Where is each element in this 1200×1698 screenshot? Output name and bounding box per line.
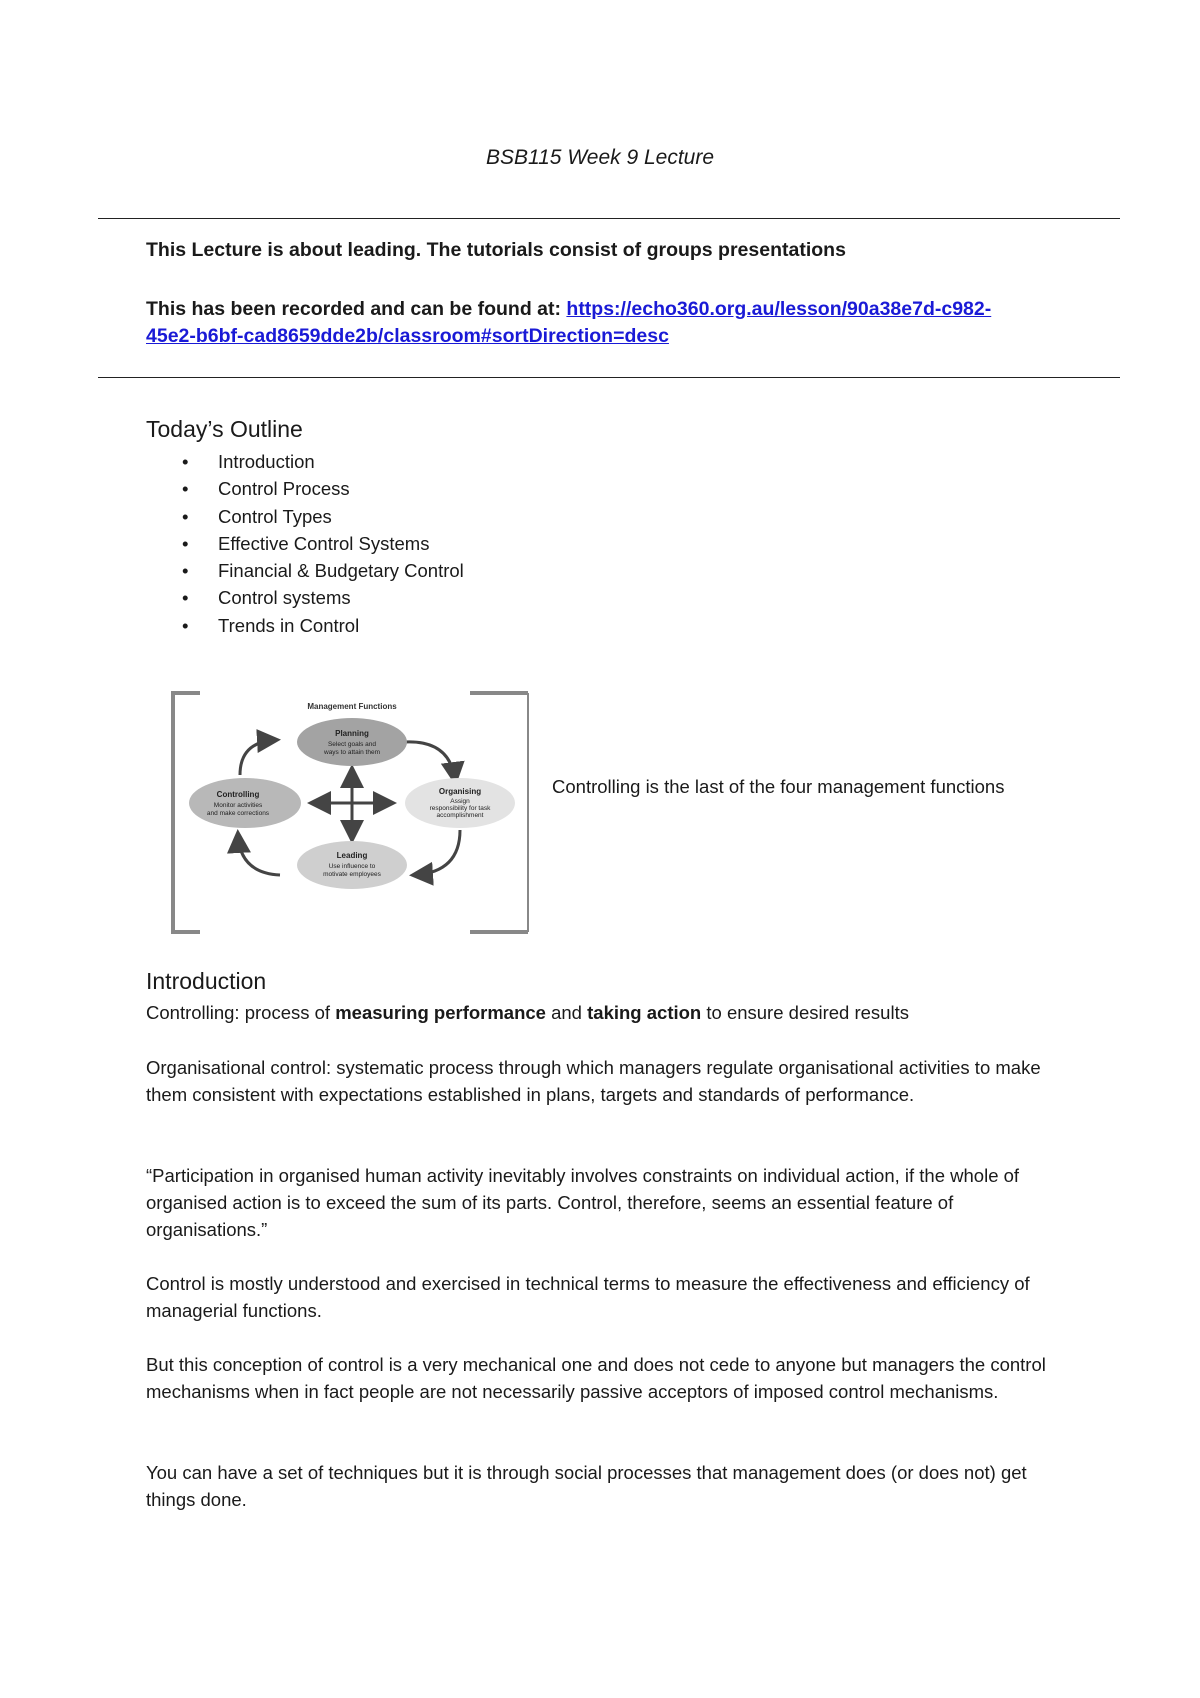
leading-label: Leading <box>336 851 368 860</box>
introduction-body <box>146 999 1076 1026</box>
bullet-icon: • <box>182 478 189 500</box>
bullet-icon: • <box>182 505 189 527</box>
mechanical-conception-paragraph: But this conception of control is a very mechanical one and does not cede to anyone but managers the control mechanisms when in fact people are not necessarily passive acceptors of imposed control mechanisms. <box>146 1354 1046 1402</box>
top-divider <box>98 218 1120 219</box>
lecture-summary: This Lecture is about leading. The tutorials consist of groups presentations <box>146 239 846 261</box>
planning-label: Planning <box>335 729 369 738</box>
outline-list <box>146 448 464 639</box>
figure-caption: Controlling is the last of the four management functions <box>552 776 1005 797</box>
bullet-icon: • <box>182 560 189 582</box>
list-item: • Control Process <box>146 475 464 502</box>
list-item: • Control systems <box>146 584 464 611</box>
controlling-desc: and make corrections <box>206 810 270 817</box>
bullet-icon: • <box>182 532 189 554</box>
recording-label: This has been recorded and can be found at: <box>146 298 567 320</box>
organising-desc: responsibility for task <box>429 805 491 812</box>
quote-paragraph: “Participation in organised human activity inevitably involves constraints on individual action, if the whole of organised action is to exceed the sum of its parts. Control, therefore, seems an essential feature of organisations.” <box>146 1165 1020 1240</box>
bullet-icon: • <box>182 587 189 609</box>
planning-desc: ways to attain them <box>324 749 380 756</box>
bullet-icon: • <box>182 614 189 636</box>
bottom-divider <box>98 377 1120 378</box>
bullet-icon: • <box>182 451 189 472</box>
management-functions-diagram <box>170 690 535 935</box>
list-item: • Trends in Control <box>146 612 464 639</box>
arrow-leading-to-controlling <box>238 835 280 875</box>
controlling-label: Controlling <box>216 790 260 799</box>
outline-heading: Today’s Outline <box>146 416 303 442</box>
social-processes-paragraph: You can have a set of techniques but it is through social processes that management does (or does not) get things done. <box>146 1462 1027 1510</box>
organising-desc: accomplishment <box>436 812 484 819</box>
organisational-control-paragraph: Organisational control: systematic process through which managers regulate organisational activities to make them consistent with expectations established in plans, targets and standards of performance. <box>146 1057 1041 1105</box>
list-item: • Introduction <box>146 448 464 475</box>
leading-desc: motivate employees <box>323 871 381 878</box>
recording-link[interactable]: https://echo360.org.au/lesson/90a38e7d-c982- 45e2-b6bf-cad8659dde2b/classroom#sortDirection=desc <box>146 298 992 347</box>
introduction-heading: Introduction <box>146 968 267 994</box>
leading-desc: Use influence to <box>328 863 376 870</box>
controlling-desc: Monitor activities <box>213 802 263 809</box>
list-item: • Control Types <box>146 503 464 530</box>
recording-info <box>146 296 1086 350</box>
arrow-planning-to-organising <box>405 742 455 780</box>
list-item: • Effective Control Systems <box>146 530 464 557</box>
list-item: • Financial & Budgetary Control <box>146 557 464 584</box>
controlling-definition: Controlling: process of measuring performance and taking action to ensure desired results <box>146 1002 909 1023</box>
diagram-title: Management Functions <box>307 702 397 711</box>
arrow-controlling-to-planning <box>240 740 275 775</box>
technical-control-paragraph: Control is mostly understood and exercised in technical terms to measure the effectiveness and efficiency of managerial functions. <box>146 1273 1030 1321</box>
organising-desc: Assign <box>450 798 470 805</box>
arrow-organising-to-leading <box>415 830 460 875</box>
organising-label: Organising <box>438 787 482 796</box>
page-title: BSB115 Week 9 Lecture <box>485 146 715 169</box>
planning-desc: Select goals and <box>327 741 377 748</box>
